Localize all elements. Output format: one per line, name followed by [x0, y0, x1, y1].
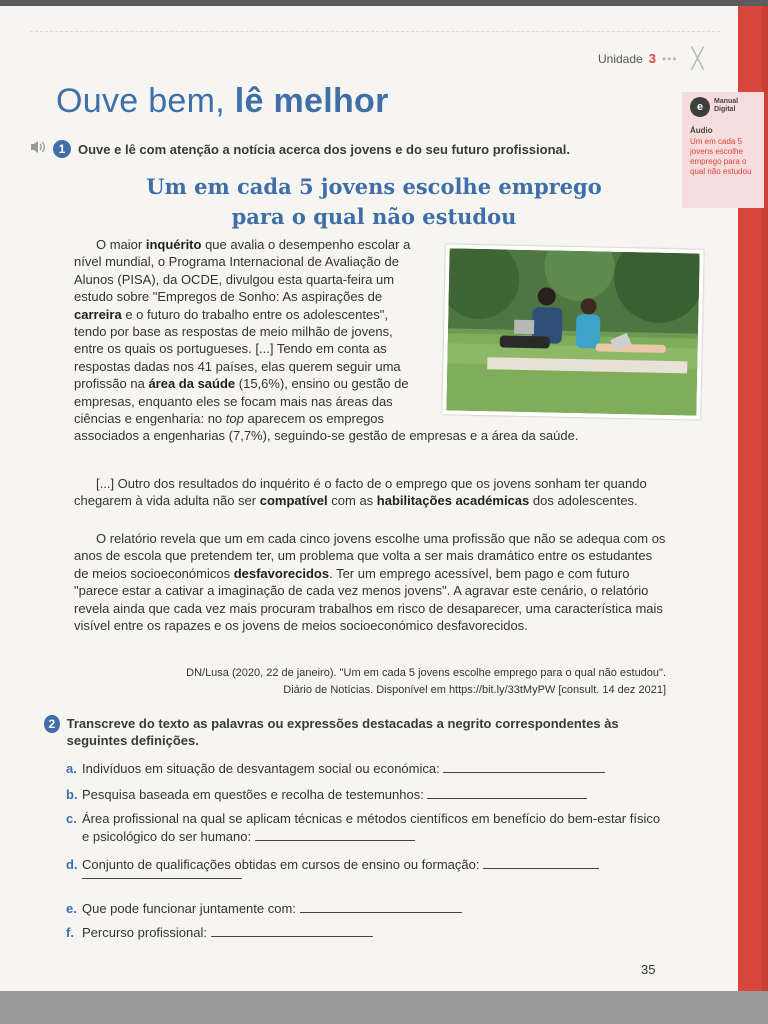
question-number-badge: 1: [53, 140, 71, 158]
title-light: Ouve bem,: [56, 82, 225, 120]
unit-number: 3: [648, 51, 656, 66]
answer-blank-c[interactable]: [255, 828, 415, 841]
speaker-icon[interactable]: [30, 140, 46, 158]
cross-icon: ╳: [691, 47, 704, 70]
article-headline: Um em cada 5 jovens escolhe emprego para o qual não estudou: [146, 174, 602, 229]
bold-term-area-da-saude: área da saúde: [148, 376, 236, 392]
unit-dots: •••: [661, 51, 678, 66]
unit-indicator: [598, 47, 704, 70]
answer-blank-f[interactable]: [211, 924, 373, 937]
article-paragraph-2: [...] Outro dos resultados do inquérito é o facto de o emprego que os jovens sonham ter quando chegarem à vida adulta não ser compatível com as habilitações académicas dos adolescentes.: [74, 476, 647, 509]
page-number: 35: [641, 962, 656, 977]
question-number-badge: 2: [44, 715, 60, 733]
answer-blank-d-continued[interactable]: [82, 878, 242, 879]
answer-blank-d[interactable]: [483, 856, 599, 869]
bold-term-habilitacoes-academicas: habilitações académicas: [376, 493, 530, 509]
title-bold: lê melhor: [234, 82, 389, 120]
article-paragraph-1: O maior inquérito que avalia o desempenho escolar a nível mundial, o Programa Internacional de Avaliação de Alunos (PISA), da OCDE, divulgou esta quarta-feira um estudo sobre "Empregos de Sonho: As aspirações de carreira e o futuro do trabalho entre os adolescentes", tendo por base as respostas de meio milhão de jovens, entre os quais os portugueses. [...] Tendo em conta as respostas dadas nos 41 países, elas querem seguir uma profissão na área da saúde (15,6%), ensino ou gestão de empresas, enquanto eles se focam mais nas áreas das ciências e engenharia: no top aparecem os empregos associados a engenharias (7,7%), seguindo-se gestão de empresas e a área da saúde.: [74, 236, 668, 445]
answer-blank-a[interactable]: [443, 760, 605, 773]
audio-description: Um em cada 5 jovens escolhe emprego para o qual não estudou: [690, 137, 752, 176]
manual-digital-label: Manual Digital: [714, 98, 739, 113]
bold-term-carreira: carreira: [74, 306, 122, 322]
bold-term-desfavorecidos: desfavorecidos: [233, 565, 330, 581]
top-dashed-rule: [30, 31, 720, 32]
bold-term-inquerito: inquérito: [145, 237, 202, 252]
digital-manual-audio-callout[interactable]: [682, 92, 764, 208]
question-2: [44, 715, 664, 749]
italic-term-top: top: [225, 411, 244, 427]
bold-term-compativel: compatível: [259, 493, 328, 509]
audio-label: Áudio: [690, 126, 713, 135]
unit-label: Unidade: [598, 51, 643, 66]
photo-wrap-spacer: [424, 236, 668, 420]
scan-edge-bottom: [0, 991, 768, 1024]
question-text: Ouve e lê com atenção a notícia acerca dos jovens e do seu futuro profissional.: [78, 141, 570, 157]
article-paragraph-3: O relatório revela que um em cada cinco jovens escolhe uma profissão que não se adequa com os anos de escola que pretendem ter, um problema que volta a ser mais dramático entre os estudantes de meios socioeconómicos desfavorecidos. Ter um emprego acessível, bem pago e com futuro "parece estar a cativar a imaginação de cada vez menos jovens". A agravar este cenário, o relatório revela ainda que cada vez mais procuram trabalhos em risco de desaparecer, uma característica mais visível entre os rapazes e os jovens de meios socioeconómico desfavorecidos.: [74, 531, 666, 634]
manual-digital-logo-icon: e: [690, 97, 710, 117]
article-source-citation: DN/Lusa (2020, 22 de janeiro). "Um em cada 5 jovens escolhe emprego para o qual não estudou". Diário de Notícias. Disponível em https://bit.ly/33tMyPW [consult. 14 dez 2021]: [186, 667, 666, 696]
question-text: Transcreve do texto as palavras ou expressões destacadas a negrito correspondentes às seguintes definições.: [66, 716, 619, 748]
answer-blank-b[interactable]: [427, 786, 587, 799]
page-title: [56, 82, 389, 121]
answer-blank-e[interactable]: [300, 900, 462, 913]
question-1: [30, 140, 570, 158]
